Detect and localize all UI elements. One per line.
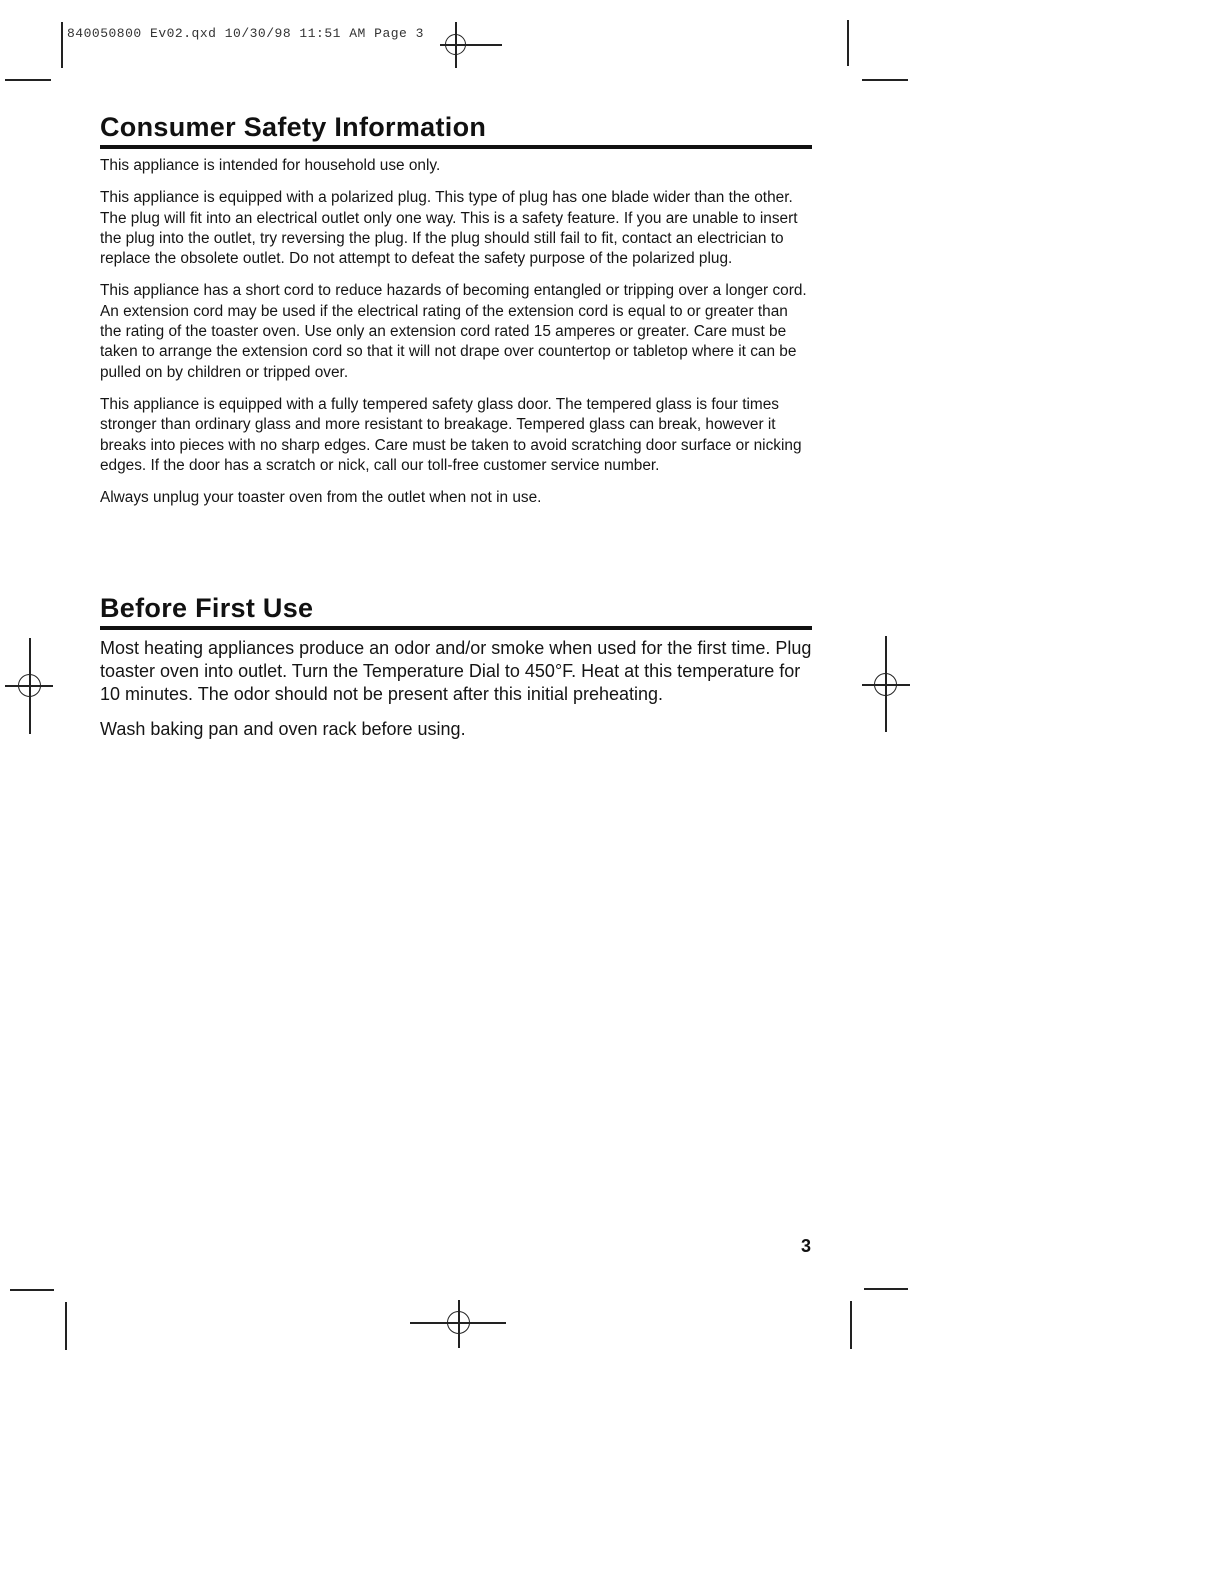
paragraph: Most heating appliances produce an odor and/or smoke when used for the first time. Plug toaster oven into outlet. Turn the Temperature Dial to 450°F. Heat at this temperature for 10 minutes. The odor should not be present after this initial preheating. [100,638,812,704]
paragraph: This appliance is equipped with a polarized plug. This type of plug has one blade wider than the other. The plug will fit into an electrical outlet only one way. This is a safety feature. If you are unable to insert the plug into the outlet, try reversing the plug. If the plug should still fail to fit, contact an electrician to replace the obsolete outlet. Do not attempt to defeat the safety purpose of the polarized plug. [100,189,798,268]
crop-mark-bottom-left-horizontal [10,1289,54,1291]
paragraph: Always unplug your toaster oven from the outlet when not in use. [100,489,542,507]
registration-mark-top [440,22,502,68]
paragraph: This appliance is equipped with a fully tempered safety glass door. The tempered glass is four times stronger than ordinary glass and more resistant to breakage. Tempered glass can break, however it breaks into pieces with no sharp edges. Care must be taken to avoid scratching door surface or nicking edges. If the door has a scratch or nick, call our toll-free customer service number. [100,395,802,474]
registration-mark-left [5,638,53,734]
crop-mark-bottom-left-vertical [65,1302,67,1350]
registration-mark-right [862,636,910,732]
crop-mark-top-right-vertical [847,20,849,66]
page-number: 3 [801,1236,812,1256]
before-first-use-section [100,592,812,753]
paragraph: This appliance has a short cord to reduce hazards of becoming entangled or tripping over a longer cord. An extension cord may be used if the electrical rating of the extension cord is equal to or greater than the rating of the toaster oven. Use only an extension cord rated 15 amperes or greater. Care must be taken to arrange the extension cord so that it will not drape over countertop or tabletop where it can be pulled on by children or tripped over. [100,282,807,381]
section-heading: Before First Use [100,593,314,623]
paragraph: This appliance is intended for household use only. [100,157,441,174]
crop-mark-top-left-horizontal [5,79,51,81]
section-heading: Consumer Safety Information [100,112,487,142]
crop-mark-top-left-vertical [61,22,63,68]
paragraph: Wash baking pan and oven rack before using. [100,719,466,739]
crop-mark-bottom-right-vertical [850,1301,852,1349]
registration-mark-bottom [410,1300,506,1348]
printer-slug-line: 840050800 Ev02.qxd 10/30/98 11:51 AM Page 3 [67,26,424,41]
consumer-safety-section [100,111,812,520]
crop-mark-top-right-horizontal [862,79,908,81]
crop-mark-bottom-right-horizontal [864,1288,908,1290]
